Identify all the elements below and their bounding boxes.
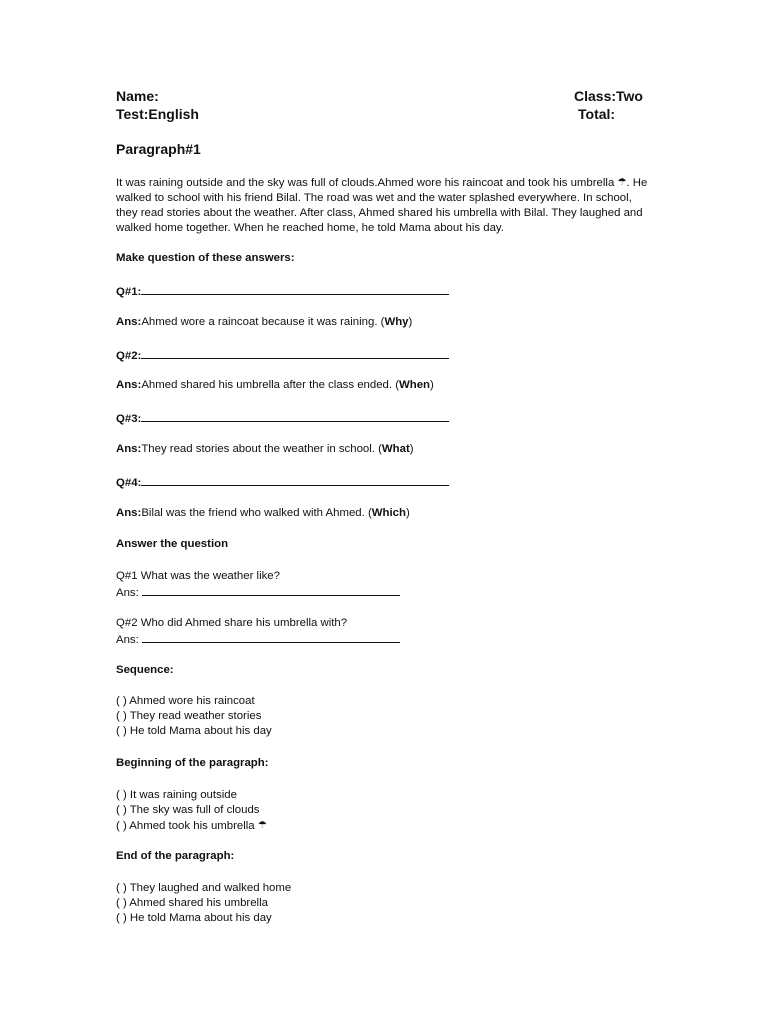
comprehension-answer-1-line: [116, 584, 400, 601]
beginning-item-3: ( ) Ahmed took his umbrella: [116, 820, 255, 832]
answer-2-keyword: When: [399, 379, 431, 391]
question-1-line: [116, 283, 449, 300]
comprehension-question-2: Q#2 Who did Ahmed share his umbrella with?: [116, 617, 348, 629]
total-label: Total:: [578, 106, 616, 122]
umbrella-icon: ☂: [617, 177, 627, 188]
answer-2: [116, 378, 434, 393]
question-1-label: Q#1:: [116, 286, 142, 298]
answer-1-keyword: Why: [384, 316, 409, 328]
answer-4-keyword: Which: [371, 507, 406, 519]
sequence-heading: Sequence:: [116, 664, 174, 676]
name-label: Name:: [116, 88, 159, 104]
answer-2-label: Ans:: [116, 379, 142, 391]
ending-item-1[interactable]: ( ) They laughed and walked home: [116, 882, 292, 894]
answer-questions-heading: Answer the question: [116, 538, 229, 550]
answer-1-text: Ahmed wore a raincoat because it was raining. (: [141, 316, 385, 328]
beginning-item-1[interactable]: ( ) It was raining outside: [116, 789, 237, 801]
question-2-label: Q#2:: [116, 350, 142, 362]
question-1-blank[interactable]: [141, 283, 449, 295]
question-2-line: [116, 347, 449, 364]
sequence-item-3[interactable]: ( ) He told Mama about his day: [116, 725, 272, 737]
beginning-heading: Beginning of the paragraph:: [116, 757, 269, 769]
question-4-label: Q#4:: [116, 477, 142, 489]
question-4-line: [116, 474, 449, 491]
question-3-label: Q#3:: [116, 413, 142, 425]
class-label: Class:Two: [574, 88, 643, 104]
test-label: Test:English: [116, 106, 199, 122]
question-2-blank[interactable]: [141, 347, 449, 359]
paragraph-text-1: It was raining outside and the sky was full of clouds.Ahmed wore his raincoat and took his umbrella: [116, 177, 615, 189]
comprehension-answer-1-blank[interactable]: [142, 584, 400, 596]
comprehension-answer-2-line: [116, 631, 400, 648]
ending-item-3[interactable]: ( ) He told Mama about his day: [116, 912, 272, 924]
comprehension-answer-2-blank[interactable]: [142, 631, 400, 643]
answer-2-text: Ahmed shared his umbrella after the class ended. (: [141, 379, 400, 391]
ending-heading: End of the paragraph:: [116, 850, 235, 862]
comprehension-answer-1-label: Ans:: [116, 587, 139, 599]
reading-paragraph: [116, 175, 656, 236]
question-3-blank[interactable]: [141, 410, 449, 422]
answer-4-label: Ans:: [116, 507, 142, 519]
answer-3-label: Ans:: [116, 443, 142, 455]
sequence-item-2[interactable]: ( ) They read weather stories: [116, 710, 262, 722]
paragraph-title: Paragraph#1: [116, 141, 201, 157]
beginning-item-2[interactable]: ( ) The sky was full of clouds: [116, 804, 260, 816]
question-4-blank[interactable]: [141, 474, 449, 486]
answer-4: [116, 506, 410, 521]
answer-4-close: ): [405, 507, 410, 519]
umbrella-icon: ☂: [257, 820, 267, 831]
ending-item-2[interactable]: ( ) Ahmed shared his umbrella: [116, 897, 268, 909]
beginning-item-3-line[interactable]: [116, 818, 267, 834]
comprehension-question-1: Q#1 What was the weather like?: [116, 570, 280, 582]
answer-1: [116, 315, 412, 330]
answer-3-text: They read stories about the weather in school. (: [141, 443, 382, 455]
answer-2-close: ): [430, 379, 434, 391]
sequence-item-1[interactable]: ( ) Ahmed wore his raincoat: [116, 695, 255, 707]
make-questions-heading: Make question of these answers:: [116, 252, 295, 264]
answer-3-keyword: What: [381, 443, 410, 455]
answer-1-close: ): [408, 316, 413, 328]
paragraph-text-2: . He walked to school with his friend Bilal. The road was wet and the water splashed everywhere. In school, they read stories about the weather. After class, Ahmed shared his umbrella with Bilal. They laughed and walked home together. When he reached home, he told Mama about his day.: [116, 177, 648, 234]
answer-3: [116, 442, 414, 457]
answer-3-close: ): [409, 443, 414, 455]
answer-1-label: Ans:: [116, 316, 142, 328]
comprehension-answer-2-label: Ans:: [116, 634, 139, 646]
answer-4-text: Bilal was the friend who walked with Ahmed. (: [141, 507, 372, 519]
question-3-line: [116, 410, 449, 427]
